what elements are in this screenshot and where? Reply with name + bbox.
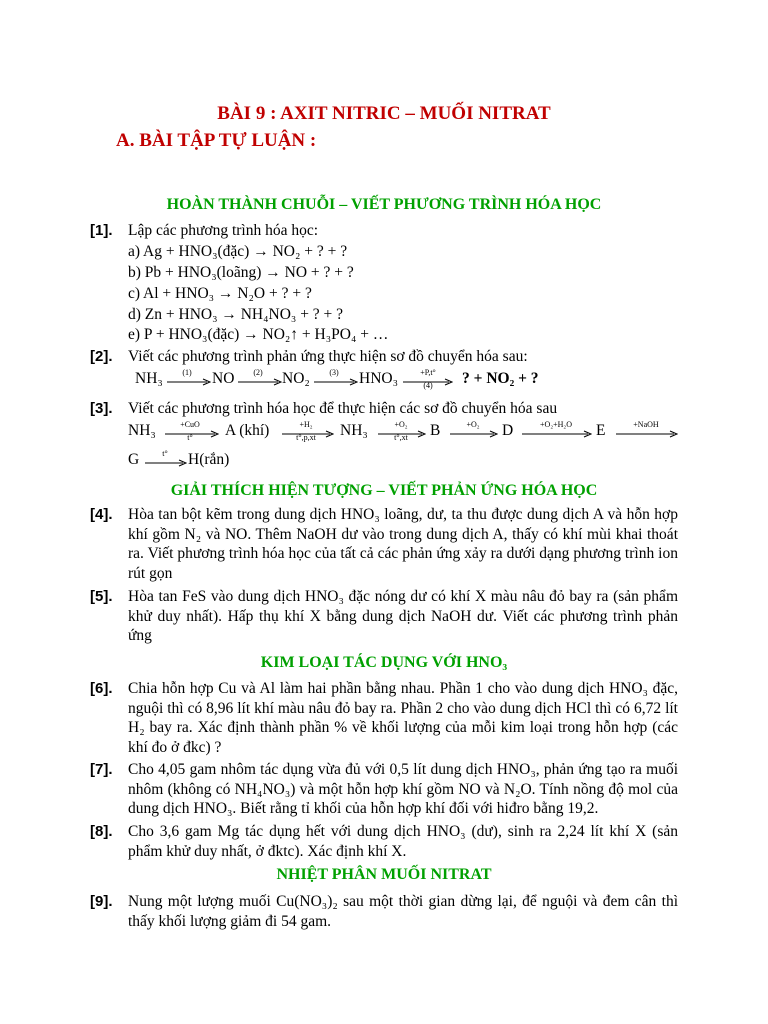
chain-2-hno3: HNO₃ — [359, 370, 398, 387]
problem-3-text: Viết các phương trình hóa học để thực hiện các sơ đồ chuyển hóa sau — [128, 400, 558, 417]
chain-2-label-1: (1) — [182, 368, 192, 377]
problem-number-7: [7]. — [90, 761, 113, 778]
chain-3-label-5: +O₂+H₂O — [540, 420, 572, 429]
problem-1-item-c: c) Al + HNO₃ → N₂O + ? + ? — [128, 285, 312, 302]
chain-2-arrow-2 — [238, 378, 282, 386]
chain-3-label-1-top: +CuO — [180, 420, 200, 429]
chain-2-no: NO — [212, 370, 235, 387]
chain-2-nh3: NH₃ — [135, 370, 163, 387]
chain-3-arrow-5 — [522, 430, 592, 438]
chain-3-label-1-bottom: t° — [187, 433, 193, 442]
problem-number-8: [8]. — [90, 823, 113, 840]
chain-3-label-3-top: +O₂ — [394, 420, 408, 429]
chain-3-nh3-2: NH₃ — [340, 422, 368, 439]
chain-2-arrow-1 — [167, 378, 211, 386]
chain-3-b: B — [430, 422, 441, 439]
chain-3-label-7: t° — [162, 449, 168, 458]
section-heading-thermal: NHIỆT PHÂN MUỐI NITRAT — [276, 866, 492, 883]
chain-2-label-3: (3) — [329, 368, 339, 377]
problem-4-text: Hòa tan bột kẽm trong dung dịch HNO₃ loãng, dư, ta thu được dung dịch A và hỗn hợp khí gồm N₂ và NO. Thêm NaOH dư vào trong dung dịch A, thấy có khí mùi khai thoát ra. Viết phương trình hóa học của tất cả các phản ứng xảy ra dưới dạng phương trình ion rút gọn — [128, 506, 678, 582]
chain-3-label-2-bottom: t°,p,xt — [296, 433, 316, 442]
section-heading-chain: HOÀN THÀNH CHUỖI – VIẾT PHƯƠNG TRÌNH HÓA HỌC — [166, 196, 602, 213]
problem-8-text: Cho 3,6 gam Mg tác dụng hết với dung dịch HNO₃ (dư), sinh ra 2,24 lít khí X (sản phẩm khử duy nhất, ở đktc). Xác định khí X. — [128, 823, 678, 860]
chain-2-arrow-3 — [314, 378, 358, 386]
problem-1-intro: Lập các phương trình hóa học: — [128, 222, 319, 239]
chain-3-label-6: +NaOH — [633, 420, 659, 429]
chain-3-h: H(rắn) — [188, 451, 230, 468]
chain-2-products: ? + NO₂ + ? — [462, 370, 539, 387]
section-subtitle: A. BÀI TẬP TỰ LUẬN : — [116, 130, 317, 151]
chain-3-a: A (khí) — [225, 422, 270, 439]
problem-1-item-e: e) P + HNO₃(đặc) → NO₂↑ + H₃PO₄ + … — [128, 326, 389, 343]
chain-3-arrow-4 — [450, 430, 498, 438]
page-title: BÀI 9 : AXIT NITRIC – MUỐI NITRAT — [217, 103, 551, 124]
chain-3-nh3: NH₃ — [128, 422, 156, 439]
chain-2-label-4-top: +P,t° — [420, 368, 436, 377]
section-heading-metals: KIM LOẠI TÁC DỤNG VỚI HNO₃ — [260, 654, 508, 671]
chain-3-label-4: +O₂ — [466, 420, 480, 429]
section-heading-phenomena: GIẢI THÍCH HIỆN TƯỢNG – VIẾT PHẢN ỨNG HÓA HỌC — [170, 482, 598, 499]
chain-3-e: E — [596, 422, 606, 439]
problem-number-3: [3]. — [90, 400, 113, 417]
chain-3-label-2-top: +H₂ — [299, 420, 313, 429]
chain-3-label-3-bottom: t°,xt — [394, 433, 408, 442]
chain-3-arrow-6 — [616, 430, 678, 438]
problem-number-4: [4]. — [90, 506, 113, 523]
problem-9-text: Nung một lượng muối Cu(NO₃)₂ sau một thời gian dừng lại, để nguội và đem cân thì thấy khối lượng giảm đi 54 gam. — [128, 893, 678, 930]
chain-2-no2: NO₂ — [282, 370, 310, 387]
problem-number-1: [1]. — [90, 222, 113, 239]
problem-2-text: Viết các phương trình phản ứng thực hiện sơ đồ chuyển hóa sau: — [128, 348, 528, 365]
problem-number-6: [6]. — [90, 680, 113, 697]
chain-2-label-4-bottom: (4) — [423, 381, 433, 390]
chain-3-g: G — [128, 451, 140, 468]
problem-1-item-d: d) Zn + HNO₃ → NH₄NO₃ + ? + ? — [128, 306, 344, 323]
chain-3-arrow-7 — [145, 459, 187, 467]
problem-7-text: Cho 4,05 gam nhôm tác dụng vừa đủ với 0,5 lít dung dịch HNO₃, phản ứng tạo ra muối nhôm (không có NH₄NO₃) và một hỗn hợp khí gồm NO và N₂O. Tính nồng độ mol của dung dịch HNO₃. Biết rằng tỉ khối của hỗn hợp khí đối với hiđro bằng 19,2. — [128, 761, 678, 817]
chain-3-d: D — [502, 422, 514, 439]
problem-6-text: Chia hỗn hợp Cu và Al làm hai phần bằng nhau. Phần 1 cho vào dung dịch HNO₃ đặc, nguội thì có 8,96 lít khí màu nâu đỏ bay ra. Phần 2 cho vào dung dịch HCl thì có 6,72 lít H₂ bay ra. Xác định thành phần % về khối lượng của mỗi kim loại trong hỗn hợp (các khí đo ở đkc) ? — [128, 680, 678, 756]
problem-number-2: [2]. — [90, 348, 113, 365]
problem-number-5: [5]. — [90, 588, 113, 605]
problem-5-text: Hòa tan FeS vào dung dịch HNO₃ đặc nóng dư có khí X màu nâu đỏ bay ra (sản phẩm khử duy nhất). Hấp thụ khí X bằng dung dịch NaOH dư. Viết các phương trình phản ứng — [128, 588, 678, 644]
problem-1-item-a: a) Ag + HNO₃(đặc) → NO₂ + ? + ? — [128, 243, 348, 260]
chain-2-label-2: (2) — [253, 368, 263, 377]
problem-1-item-b: b) Pb + HNO₃(loãng) → NO + ? + ? — [128, 264, 354, 281]
problem-number-9: [9]. — [90, 893, 113, 910]
